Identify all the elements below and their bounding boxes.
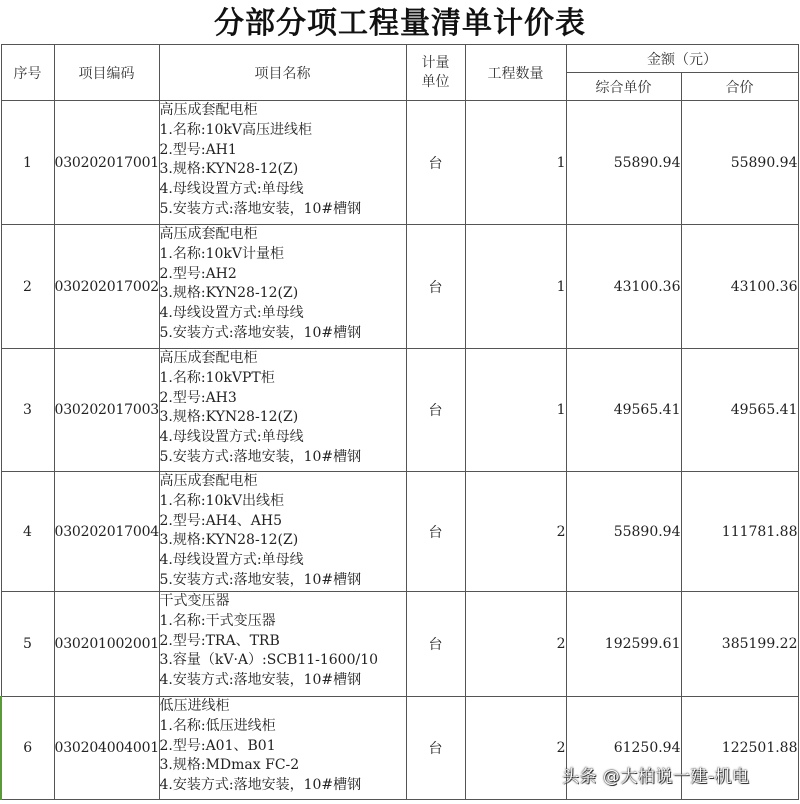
row-name-spec-line: 4.母线设置方式:单母线 <box>159 429 304 446</box>
row-total-price: 385199.22 <box>681 592 798 697</box>
row-name <box>159 225 406 349</box>
header-code: 项目编码 <box>54 45 159 101</box>
row-code: 030204004001 <box>54 697 159 800</box>
row-unit: 台 <box>406 349 465 472</box>
row-total-price: 49565.41 <box>681 349 798 472</box>
row-unit: 台 <box>406 472 465 592</box>
row-unit-price: 55890.94 <box>566 101 681 225</box>
row-name-spec-line: 1.名称:10kV计量柜 <box>159 245 284 262</box>
row-unit-price: 43100.36 <box>566 225 681 349</box>
row-name-spec-line: 3.规格:KYN28-12(Z) <box>159 532 299 549</box>
row-index: 1 <box>1 101 54 225</box>
row-name <box>159 697 406 800</box>
row-name-spec-line: 4.安装方式:落地安装，10#槽钢 <box>159 672 362 689</box>
row-name-spec-line: 4.母线设置方式:单母线 <box>159 305 304 322</box>
row-name-spec-line: 3.规格:KYN28-12(Z) <box>159 285 299 302</box>
table-row <box>1 101 798 225</box>
header-unit-price: 综合单价 <box>566 73 681 101</box>
row-name-title: 高压成套配电柜 <box>159 473 258 489</box>
row-unit: 台 <box>406 225 465 349</box>
row-name-spec-line: 2.型号:AH4、AH5 <box>159 512 283 529</box>
row-name-spec-line: 4.母线设置方式:单母线 <box>159 181 304 198</box>
row-name-title: 高压成套配电柜 <box>159 226 258 242</box>
row-code: 030202017003 <box>54 349 159 472</box>
row-name <box>159 592 406 697</box>
row-name-spec-line: 5.安装方式:落地安装，10#槽钢 <box>159 448 362 465</box>
row-name-spec-line: 3.规格:MDmax FC-2 <box>159 757 300 774</box>
header-index: 序号 <box>1 45 54 101</box>
header-unit-line2: 单位 <box>421 73 450 90</box>
header-total-price: 合价 <box>681 73 798 101</box>
row-unit-price: 61250.94 <box>566 697 681 800</box>
row-index: 3 <box>1 349 54 472</box>
row-index: 4 <box>1 472 54 592</box>
row-total-price: 111781.88 <box>681 472 798 592</box>
header-amount-group: 金额（元） <box>566 45 798 73</box>
row-total-price: 122501.88 <box>681 697 798 800</box>
header-unit <box>406 45 465 101</box>
table-row <box>1 472 798 592</box>
row-unit-price: 49565.41 <box>566 349 681 472</box>
row-quantity: 1 <box>465 101 566 225</box>
row-quantity: 2 <box>465 592 566 697</box>
header-name: 项目名称 <box>159 45 406 101</box>
row-name-spec-line: 4.母线设置方式:单母线 <box>159 552 304 569</box>
row-name <box>159 101 406 225</box>
row-name-spec-line: 5.安装方式:落地安装，10#槽钢 <box>159 571 362 588</box>
row-name-spec-line: 1.名称:低压进线柜 <box>159 717 276 734</box>
row-name-spec-line: 3.容量（kV·A）:SCB11-1600/10 <box>159 652 379 669</box>
row-name-title: 干式变压器 <box>159 593 230 609</box>
document-title: 分部分项工程量清单计价表 <box>214 6 586 41</box>
row-name-title: 低压进线柜 <box>159 698 230 714</box>
row-name-spec-line: 5.安装方式:落地安装，10#槽钢 <box>159 324 362 341</box>
row-unit-price: 55890.94 <box>566 472 681 592</box>
row-name-spec-line: 2.型号:A01、B01 <box>159 737 276 754</box>
table-row <box>1 349 798 472</box>
table-row <box>1 225 798 349</box>
row-quantity: 2 <box>465 697 566 800</box>
row-name-title: 高压成套配电柜 <box>159 350 258 366</box>
header-quantity: 工程数量 <box>465 45 566 101</box>
row-total-price: 55890.94 <box>681 101 798 225</box>
row-name-spec-line: 5.安装方式:落地安装，10#槽钢 <box>159 200 362 217</box>
header-unit-line1: 计量 <box>421 54 450 71</box>
row-name-spec-line: 1.名称:10kV出线柜 <box>159 492 284 509</box>
row-code: 030202017002 <box>54 225 159 349</box>
row-quantity: 2 <box>465 472 566 592</box>
row-unit-price: 192599.61 <box>566 592 681 697</box>
row-code: 030202017004 <box>54 472 159 592</box>
row-code: 030202017001 <box>54 101 159 225</box>
row-code: 030201002001 <box>54 592 159 697</box>
row-name-spec-line: 2.型号:AH2 <box>159 265 237 282</box>
row-name-spec-line: 4.安装方式:落地安装，10#槽钢 <box>159 777 362 794</box>
row-name-spec-line: 2.型号:AH3 <box>159 389 237 406</box>
row-name <box>159 472 406 592</box>
row-name-spec-line: 1.名称:干式变压器 <box>159 612 276 629</box>
row-unit: 台 <box>406 697 465 800</box>
row-unit: 台 <box>406 101 465 225</box>
row-quantity: 1 <box>465 225 566 349</box>
bill-of-quantities-table <box>0 44 799 800</box>
row-name-spec-line: 2.型号:TRA、TRB <box>159 632 280 649</box>
row-name-title: 高压成套配电柜 <box>159 102 258 118</box>
table-row <box>1 592 798 697</box>
row-name-spec-line: 2.型号:AH1 <box>159 141 237 158</box>
row-name <box>159 349 406 472</box>
watermark: 头条 @大柏说一建-机电 <box>562 767 750 787</box>
row-index: 2 <box>1 225 54 349</box>
row-name-spec-line: 1.名称:10kV高压进线柜 <box>159 121 312 138</box>
row-index: 5 <box>1 592 54 697</box>
row-name-spec-line: 3.规格:KYN28-12(Z) <box>159 409 299 426</box>
row-total-price: 43100.36 <box>681 225 798 349</box>
row-quantity: 1 <box>465 349 566 472</box>
row-unit: 台 <box>406 592 465 697</box>
row-name-spec-line: 1.名称:10kVPT柜 <box>159 369 275 386</box>
row-index: 6 <box>1 697 54 800</box>
row-name-spec-line: 3.规格:KYN28-12(Z) <box>159 161 299 178</box>
